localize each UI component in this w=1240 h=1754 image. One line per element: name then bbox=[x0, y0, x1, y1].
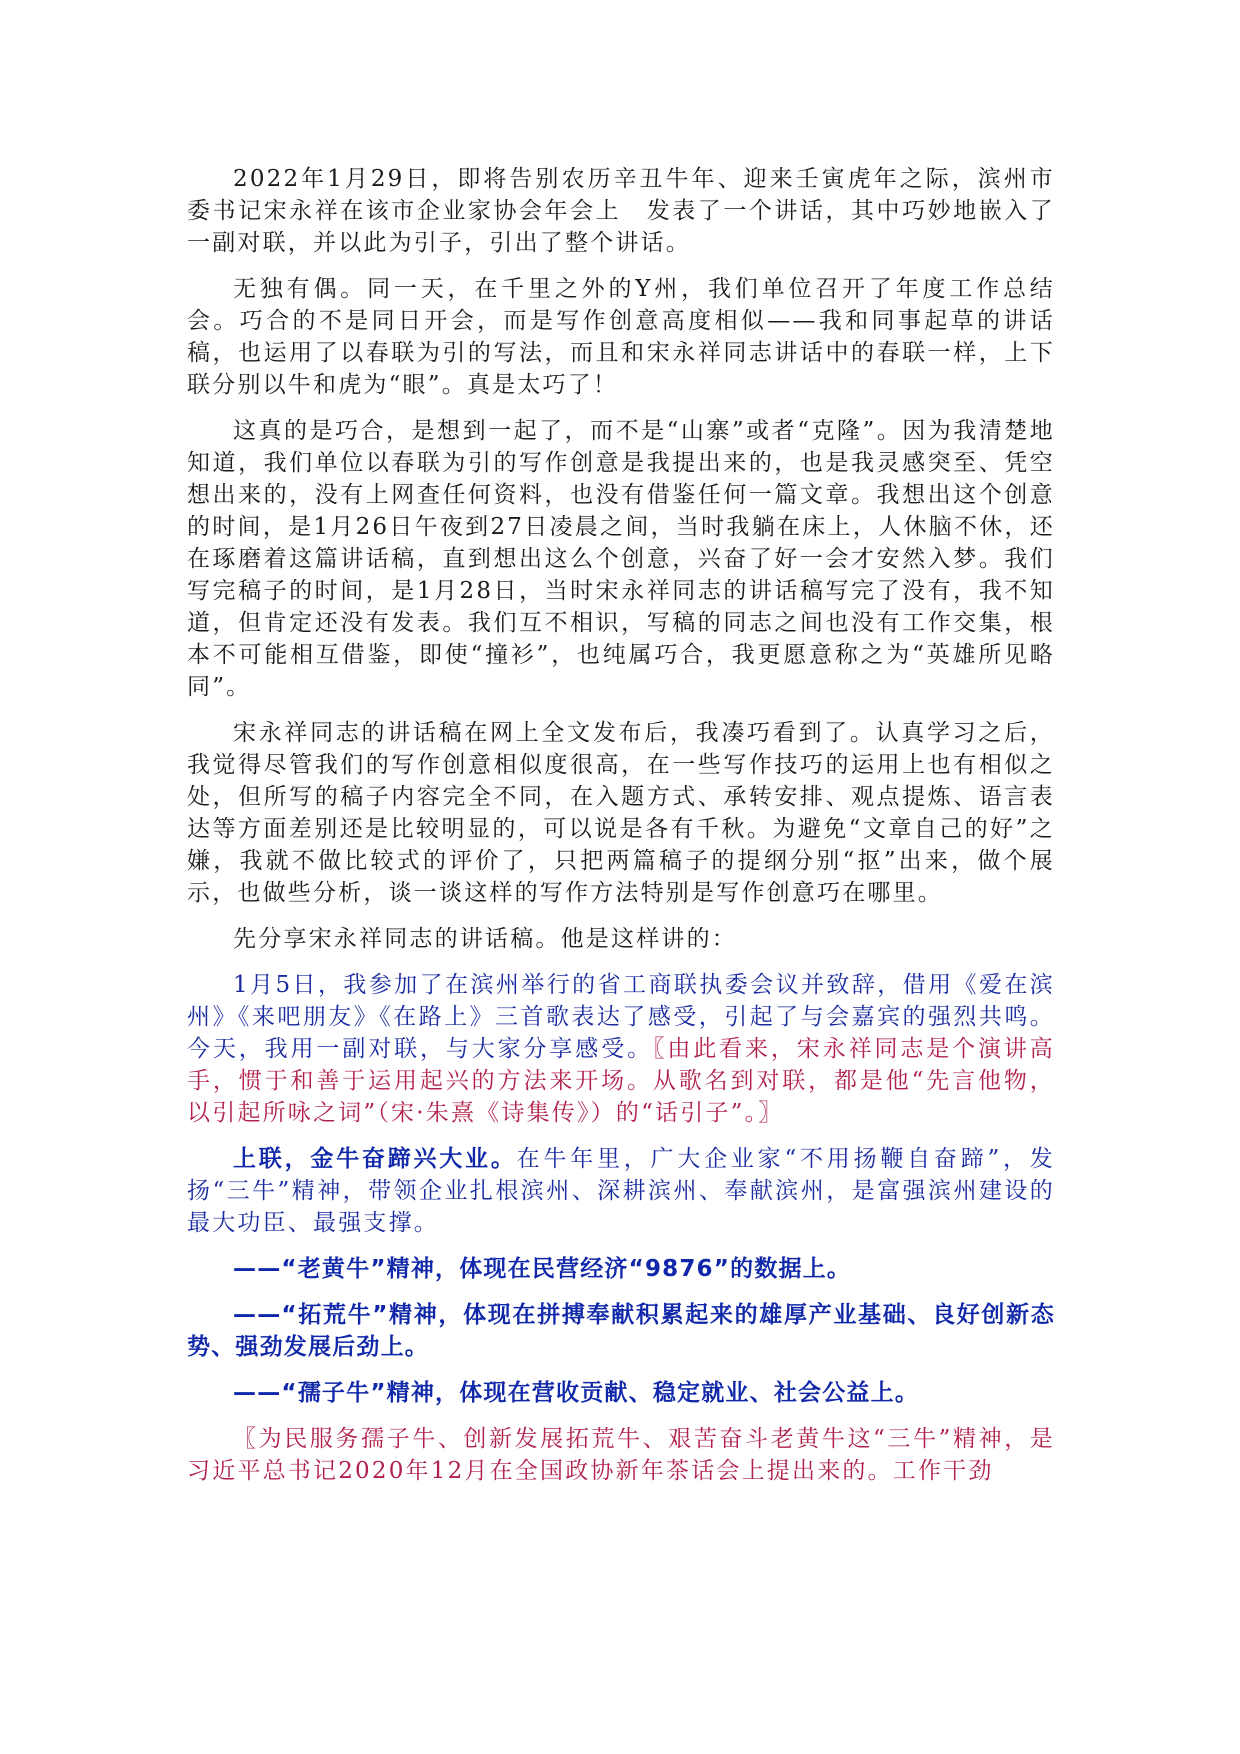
paragraph-share-intro: 先分享宋永祥同志的讲话稿。他是这样讲的： bbox=[233, 926, 737, 952]
speech-opening-paragraph bbox=[187, 969, 1055, 1129]
paragraph-intro: 2022年1月29日，即将告别农历辛丑牛年、迎来壬寅虎年之际，滨州市委书记宋永祥在该市企业家协会年会上 发表了一个讲话，其中巧妙地嵌入了一副对联，并以此为引子，引出了整个讲话。 bbox=[187, 166, 1055, 256]
paragraph-coincidence: 无独有偶。同一天，在千里之外的Y州，我们单位召开了年度工作总结会。巧合的不是同日开会，而是写作创意高度相似——我和同事起草的讲话稿，也运用了以春联为引的写法，而且和宋永祥同志讲话中的春联一样，上下联分别以牛和虎为“眼”。真是太巧了！ bbox=[187, 276, 1055, 398]
upper-couplet-heading: 上联，金牛奋蹄兴大业。 bbox=[233, 1146, 517, 1172]
bullet-tuo-huang-niu: ——“拓荒牛”精神，体现在拼搏奉献积累起来的雄厚产业基础、良好创新态势、强劲发展后劲上。 bbox=[187, 1302, 1055, 1360]
upper-couplet-body: 在牛年里，广大企业家“不用扬鞭自奋蹄”，发扬“三牛”精神，带领企业扎根滨州、深耕滨州、奉献滨州，是富强滨州建设的最大功臣、最强支撑。 bbox=[187, 1146, 1056, 1236]
bullet-ru-zi-niu: ——“孺子牛”精神，体现在营收贡献、稳定就业、社会公益上。 bbox=[233, 1380, 920, 1406]
paragraph-explanation: 这真的是巧合，是想到一起了，而不是“山寨”或者“克隆”。因为我清楚地知道，我们单位以春联为引的写作创意是我提出来的，也是我灵感突至、凭空想出来的，没有上网查任何资料，也没有借鉴任何一篇文章。我想出这个创意的时间，是1月26日午夜到27日凌晨之间，当时我躺在床上，人休脑不休，还在琢磨着这篇讲话稿，直到想出这么个创意，兴奋了好一会才安然入梦。我们写完稿子的时间，是1月28日，当时宋永祥同志的讲话稿写完了没有，我不知道，但肯定还没有发表。我们互不相识，写稿的同志之间也没有工作交集，根本不可能相互借鉴，即使“撞衫”，也纯属巧合，我更愿意称之为“英雄所见略同”。 bbox=[187, 418, 1055, 700]
paragraph-comparison: 宋永祥同志的讲话稿在网上全文发布后，我凑巧看到了。认真学习之后，我觉得尽管我们的写作创意相似度很高，在一些写作技巧的运用上也有相似之处，但所写的稿子内容完全不同，在入题方式、承转安排、观点提炼、语言表达等方面差别还是比较明显的，可以说是各有千秋。为避免“文章自己的好”之嫌，我就不做比较式的评价了，只把两篇稿子的提纲分别“抠”出来，做个展示，也做些分析，谈一谈这样的写作方法特别是写作创意巧在哪里。 bbox=[187, 720, 1055, 906]
upper-couplet-paragraph bbox=[187, 1143, 1055, 1239]
speech-opening-text: 1月5日，我参加了在滨州举行的省工商联执委会议并致辞，借用《爱在滨州》《来吧朋友》《在路上》三首歌表达了感受，引起了与会嘉宾的强烈共鸣。今天，我用一副对联，与大家分享感受。 bbox=[187, 972, 1055, 1062]
author-comment-opening: 〖由此看来，宋永祥同志是个演讲高手，惯于和善于运用起兴的方法来开场。从歌名到对联，都是他“先言他物，以引起所咏之词”（宋·朱熹《诗集传》）的“话引子”。〗 bbox=[187, 1036, 1055, 1126]
bullet-lao-huang-niu: ——“老黄牛”精神，体现在民营经济“9876”的数据上。 bbox=[233, 1256, 852, 1282]
author-comment-san-niu: 〖为民服务孺子牛、创新发展拓荒牛、艰苦奋斗老黄牛这“三牛”精神，是习近平总书记2020年12月在全国政协新年茶话会上提出来的。工作干劲 bbox=[187, 1426, 1055, 1484]
document-page bbox=[187, 163, 1055, 1501]
